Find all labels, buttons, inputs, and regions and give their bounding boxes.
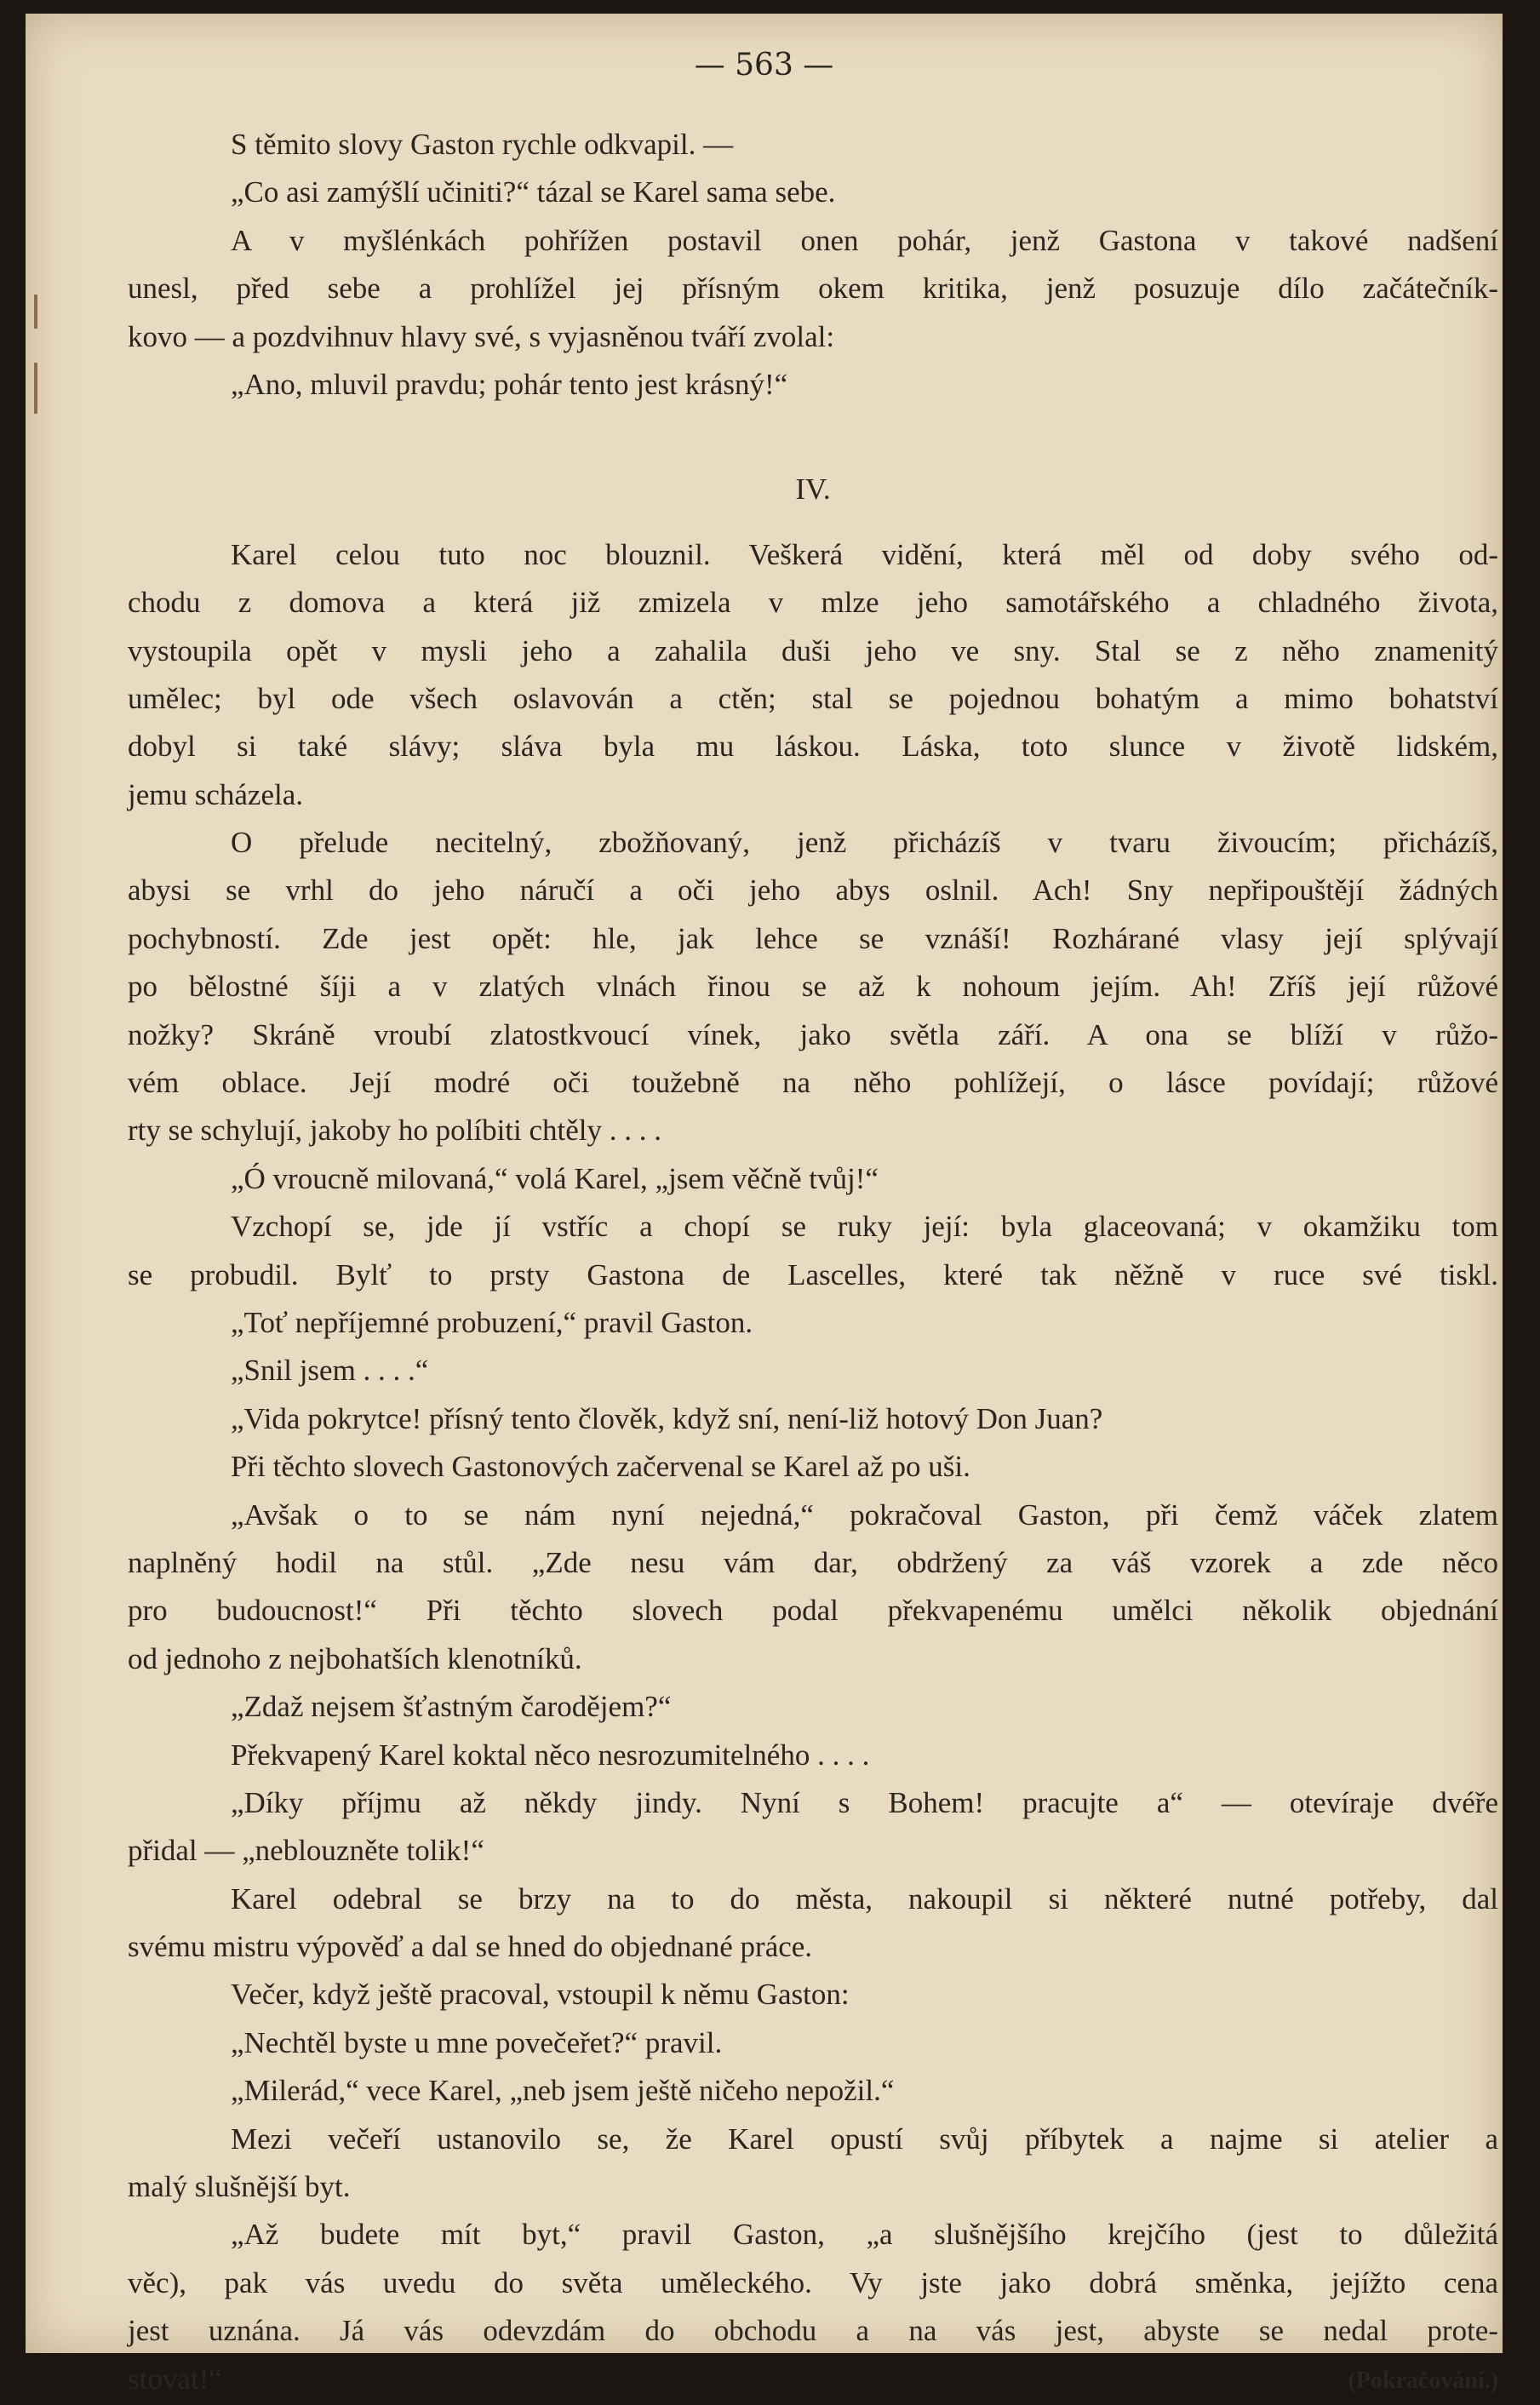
text-line: „Díky příjmu až někdy jindy. Nyní s Bohem! pracujte a“ — otevíraje dvéře [231,1785,1498,1819]
text-line: nožky? Skráně vroubí zlatostkvoucí vínek, jako světla září. A ona se blíží v růžo- [128,1017,1498,1051]
text-line: rty se schylují, jakoby ho políbiti chtěly . . . . [128,1114,662,1148]
text-line: O přelude necitelný, zbožňovaný, jenž přicházíš v tvaru živoucím; přicházíš, [231,826,1498,860]
spacer [128,514,1498,531]
text-line: A v myšlénkách pohřížen postavil onen pohár, jenž Gastona v takové nadšení [231,223,1498,257]
text-line: naplněný hodil na stůl. „Zde nesu vám dar, obdržený za váš vzorek a zde něco [128,1545,1498,1579]
text-line: Vzchopí se, jde jí vstříc a chopí se ruky její: byla glaceovaná; v okamžiku tom [231,1210,1498,1244]
page-edge-mark [34,295,37,329]
page-number: — 563 — [694,48,834,83]
text-line: „Snil jsem . . . .“ [231,1354,429,1388]
text-line: se probudil. Bylť to prsty Gastona de Lascelles, které tak něžně v ruce své tiskl. [128,1257,1498,1291]
text-line: vém oblace. Její modré oči toužebně na něho pohlížejí, o lásce povídají; růžové [128,1066,1498,1100]
text-line: „Ano, mluvil pravdu; pohár tento jest krásný!“ [231,367,788,401]
book-page [26,14,1503,2396]
text-line: unesl, před sebe a prohlížel jej přísným okem kritika, jenž posuzuje dílo začátečník- [128,272,1498,306]
text-line: jest uznána. Já vás odevzdám do obchodu a na vás jest, abyste se nedal prote- [128,2314,1498,2348]
text-line: „Vida pokrytce! přísný tento člověk, když sní, není-liž hotový Don Juan? [231,1401,1103,1435]
text-line: dobyl si také slávy; sláva byla mu láskou. Láska, toto slunce v životě lidském, [128,730,1498,764]
text-line: věc), pak vás uvedu do světa uměleckého. Vy jste jako dobrá směnka, jejížto cena [128,2265,1498,2299]
text-line: „Toť nepříjemné probuzení,“ pravil Gaston. [231,1305,753,1339]
text-line: Mezi večeří ustanovilo se, že Karel opustí svůj příbytek a najme si atelier a [231,2122,1498,2156]
text-line: „Až budete mít byt,“ pravil Gaston, „a slušnějšího krejčího (jest to důležitá [231,2218,1498,2252]
text-line: Při těchto slovech Gastonových začervenal se Karel až po uši. [231,1450,970,1484]
text-line: pochybností. Zde jest opět: hle, jak lehce se vznáší! Rozhárané vlasy její splývají [128,921,1498,955]
body-text [128,121,1498,2403]
text-line: Karel celou tuto noc blouznil. Veškerá vidění, která měl od doby svého od- [231,537,1498,571]
text-line: kovo — a pozdvihnuv hlavy své, s vyjasněnou tváří zvolal: [128,319,835,353]
text-line: Karel odebral se brzy na to do města, nakoupil si některé nutné potřeby, dal [231,1881,1498,1915]
text-line: stovat!“ (Pokračování.) [128,2356,1498,2403]
text-line: umělec; byl ode všech oslavován a ctěn; stal se pojednou bohatým a mimo bohatství [128,681,1498,715]
text-line: „Nechtěl byste u mne povečeřet?“ pravil. [231,2025,723,2059]
text-line: Večer, když ještě pracoval, vstoupil k němu Gaston: [231,1978,850,2012]
text-line: „Co asi zamýšlí učiniti?“ tázal se Karel sama sebe. [231,175,836,209]
continuation-note: (Pokračování.) [1348,2367,1498,2394]
page-edge-mark [34,363,37,414]
text-line: S těmito slovy Gaston rychle odkvapil. — [231,128,734,161]
text-line: pro budoucnost!“ Při těchto slovech podal překvapenému umělci několik objednání [128,1594,1498,1628]
section-heading: IV. [795,472,831,507]
text-line: abysi se vrhl do jeho náručí a oči jeho abys oslnil. Ach! Sny nepřipouštějí žádných [128,873,1498,908]
text-line: „Zdaž nejsem šťastným čarodějem?“ [231,1690,672,1724]
text-line: Překvapený Karel koktal něco nesrozumitelného . . . . [231,1738,870,1772]
text-line: „Avšak o to se nám nyní nejedná,“ pokračoval Gaston, při čemž váček zlatem [231,1497,1498,1532]
text-line: „Ó vroucně milovaná,“ volá Karel, „jsem věčně tvůj!“ [231,1161,879,1195]
text-line: svému mistru výpověď a dal se hned do objednané práce. [128,1930,813,1964]
text-line: chodu z domova a která již zmizela v mlze jeho samotářského a chladného života, [128,586,1498,620]
spacer [128,409,1498,466]
text-line: malý slušnější byt. [128,2170,351,2204]
text-line: přidal — „neblouzněte tolik!“ [128,1834,484,1868]
text-line: jemu scházela. [128,777,304,811]
text-line: po bělostné šíji a v zlatých vlnách řinou se až k nohoum jejím. Ah! Zříš její růžové [128,970,1498,1004]
text-line: „Milerád,“ vece Karel, „neb jsem ještě ničeho nepožil.“ [231,2074,895,2108]
text-line: vystoupila opět v mysli jeho a zahalila duši jeho ve sny. Stal se z něho znamenitý [128,633,1498,667]
text-line: od jednoho z nejbohatších klenotníků. [128,1641,582,1675]
